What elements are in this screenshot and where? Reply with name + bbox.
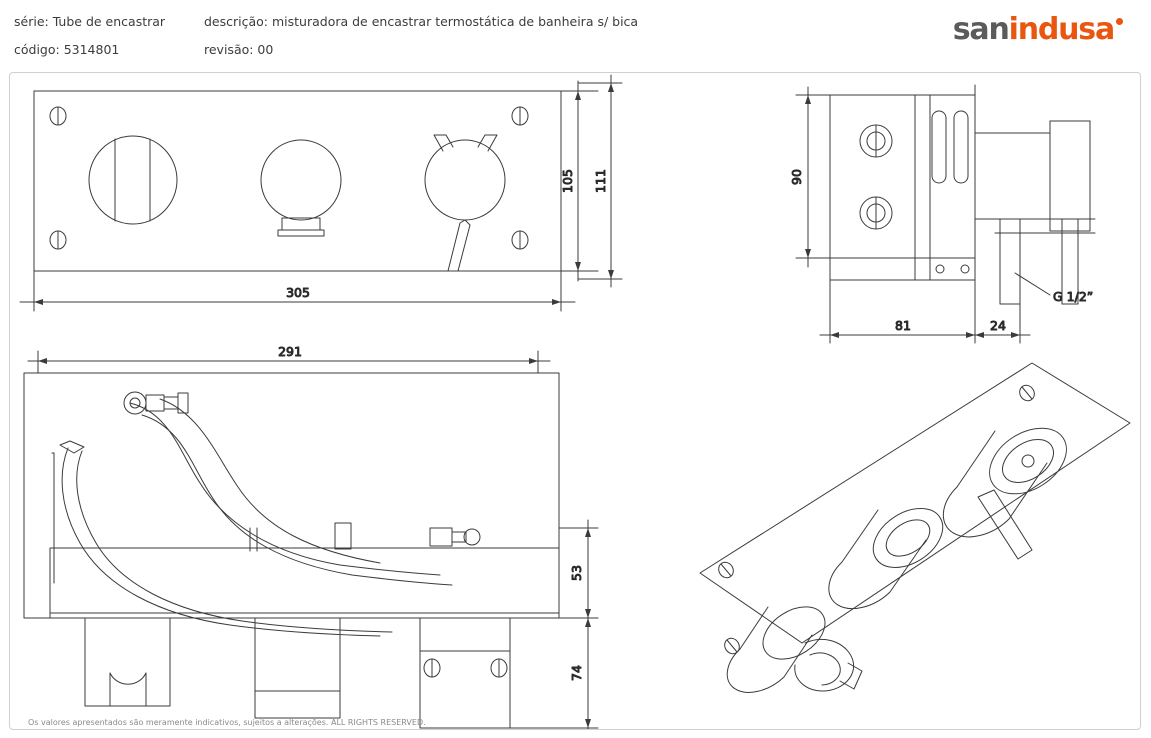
dim-side-depth-label: 81 (895, 318, 911, 333)
revisao-label: revisão: 00 (204, 42, 274, 57)
logo-text-part2: indusa (1008, 12, 1114, 47)
dim-section-width-label: 291 (278, 344, 302, 359)
sanindusa-logo (953, 12, 1123, 47)
logo-text-part1: san (952, 12, 1009, 47)
front-view (34, 91, 561, 271)
dim-front-height-outer-label: 111 (593, 169, 608, 193)
dim-side-height-label: 90 (789, 169, 804, 185)
dim-front-height-inner-label: 105 (560, 169, 575, 193)
dim-section-height-b-label: 74 (569, 665, 584, 681)
dim-section-height-a-label: 53 (569, 565, 584, 581)
header-row-1 (14, 8, 914, 36)
drawing-canvas (10, 73, 1140, 729)
descricao-label: descrição: misturadora de encastrar termostática de banheira s/ bica (204, 14, 639, 29)
footnote-text: Os valores apresentados são meramente indicativos, sujeitos a alterações. ALL RIGHTS RESERVED. (28, 718, 426, 727)
dim-section-heights (510, 520, 598, 729)
dim-side-offset-label: 24 (990, 318, 1006, 333)
dim-thread-label: G 1/2” (1053, 289, 1094, 304)
header-row-2 (14, 36, 914, 64)
serie-label: série: Tube de encastrar (14, 14, 166, 29)
logo-dot-icon (1116, 18, 1123, 25)
codigo-label: código: 5314801 (14, 42, 120, 57)
dim-front-width-label: 305 (286, 285, 310, 300)
dim-side (796, 87, 1050, 343)
perspective-view (700, 363, 1130, 692)
drawing-frame (9, 72, 1141, 730)
side-view (830, 85, 1095, 304)
header-text-block (14, 8, 914, 64)
section-view (24, 351, 559, 728)
